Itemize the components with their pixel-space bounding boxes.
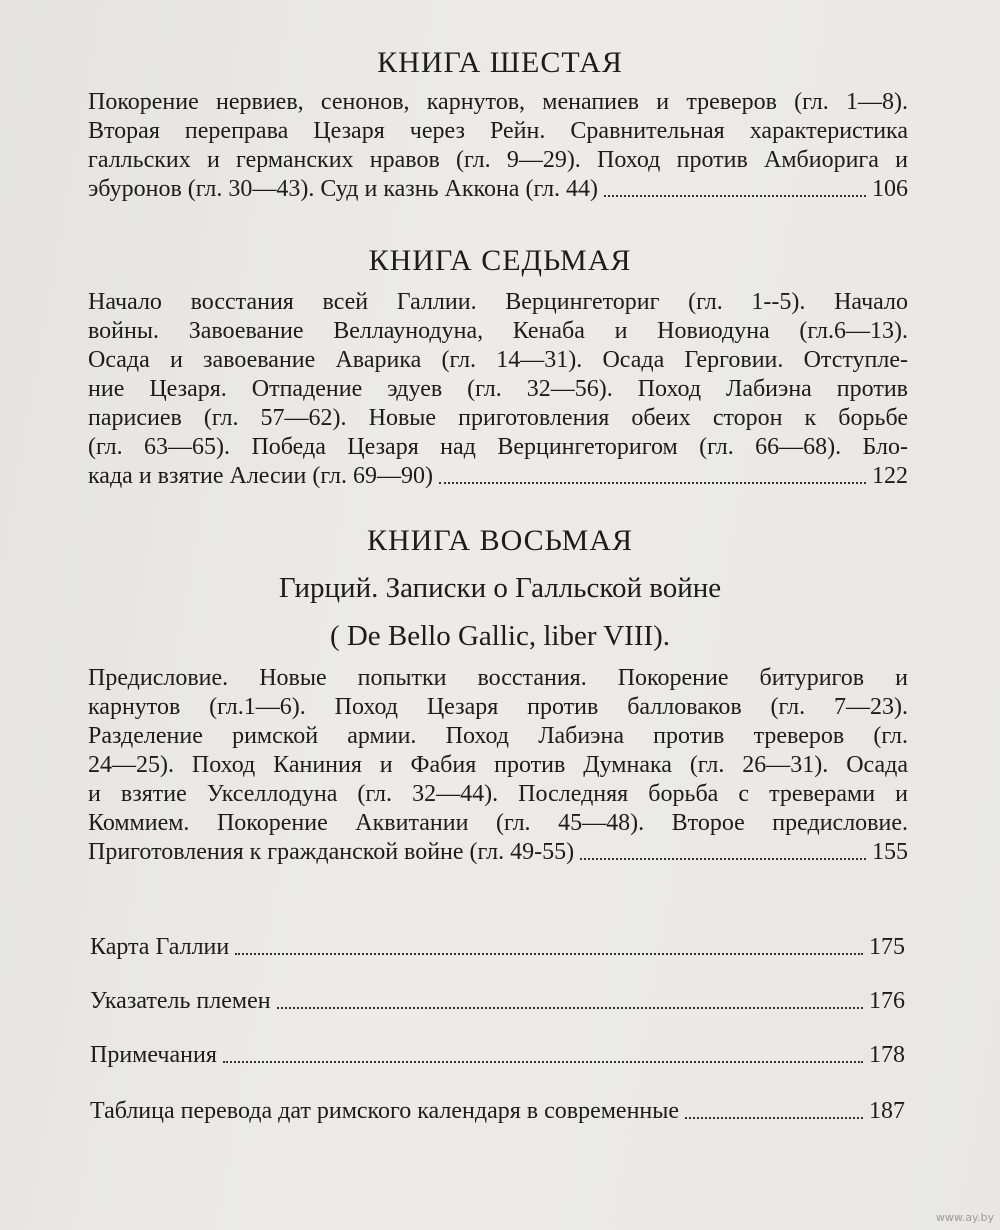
toc-entry-label: Указатель племен [90, 988, 271, 1014]
book7-line: (гл. 63—65). Победа Цезаря над Верцингеторигом (гл. 66—68). Бло- [88, 434, 908, 460]
book7-line: ние Цезаря. Отпадение эдуев (гл. 32—56). Поход Лабиэна против [88, 376, 908, 402]
book8-line: 24—25). Поход Каниния и Фабия против Думнака (гл. 26—31). Осада [88, 752, 908, 778]
toc-entry-label: Карта Галлии [90, 934, 230, 960]
book8-line: и взятие Укселлодуна (гл. 32—44). Последняя борьба с треверами и [88, 781, 908, 807]
toc-entry-calendar-table [90, 1098, 905, 1125]
book7-page-number: 122 [872, 463, 908, 489]
toc-entry-label: Примечания [90, 1042, 217, 1068]
dot-leader [277, 1006, 863, 1009]
toc-entry-notes [90, 1042, 905, 1069]
book8-latin-title: ( De Bello Gallic, liber VIII). [329, 620, 671, 652]
book8-subtitle: Гирций. Записки о Галльской войне [278, 572, 722, 604]
book8-page-number: 155 [872, 839, 908, 865]
toc-entry-page: 175 [869, 934, 905, 960]
book6-line: Покорение нервиев, сенонов, карнутов, менапиев и треверов (гл. 1—8). [88, 89, 908, 115]
book7-heading: КНИГА СЕДЬМАЯ [368, 244, 632, 277]
book8-line-last: Приготовления к гражданской войне (гл. 49-55) 155 [88, 839, 908, 865]
dot-leader [439, 481, 866, 484]
toc-entry-page: 178 [869, 1042, 905, 1068]
book7-line: войны. Завоевание Веллаунодуна, Кенаба и Новиодуна (гл.6—13). [88, 318, 908, 344]
book6-page-number: 106 [872, 176, 908, 202]
book6-line: Вторая переправа Цезаря через Рейн. Сравнительная характеристика [88, 118, 908, 144]
book8-heading: КНИГА ВОСЬМАЯ [366, 524, 633, 557]
book8-line: Разделение римской армии. Поход Лабиэна против треверов (гл. [88, 723, 908, 749]
book8-line: Коммием. Покорение Аквитании (гл. 45—48). Второе предисловие. [88, 810, 908, 836]
dot-leader [580, 857, 866, 860]
book6-heading: КНИГА ШЕСТАЯ [377, 46, 623, 79]
book7-line: парисиев (гл. 57—62). Новые приготовления обеих сторон к борьбе [88, 405, 908, 431]
book6-line-last: эбуронов (гл. 30—43). Суд и казнь Аккона (гл. 44) 106 [88, 176, 908, 202]
toc-entry-page: 176 [869, 988, 905, 1014]
book6-contents [88, 88, 908, 204]
book7-line-last: када и взятие Алесии (гл. 69—90) 122 [88, 463, 908, 489]
toc-entry-label: Таблица перевода дат римского календаря в современные [90, 1098, 680, 1124]
dot-leader [685, 1116, 863, 1119]
dot-leader [235, 952, 863, 955]
book7-contents [88, 288, 908, 491]
book6-line: галльских и германских нравов (гл. 9—29). Поход против Амбиорига и [88, 147, 908, 173]
toc-entry-tribe-index [90, 988, 905, 1015]
book7-line: Начало восстания всей Галлии. Верцингеториг (гл. 1--5). Начало [88, 289, 908, 315]
dot-leader [604, 194, 866, 197]
book8-line: Предисловие. Новые попытки восстания. Покорение битуригов и [88, 665, 908, 691]
toc-entry-map [90, 934, 905, 961]
book7-line: Осада и завоевание Аварика (гл. 14—31). Осада Герговии. Отступле- [88, 347, 908, 373]
dot-leader [223, 1060, 863, 1063]
toc-entry-page: 187 [869, 1098, 905, 1124]
site-watermark: www.ay.by [935, 1211, 994, 1224]
book8-line: карнутов (гл.1—6). Поход Цезаря против балловаков (гл. 7—23). [88, 694, 908, 720]
book8-contents [88, 664, 908, 867]
